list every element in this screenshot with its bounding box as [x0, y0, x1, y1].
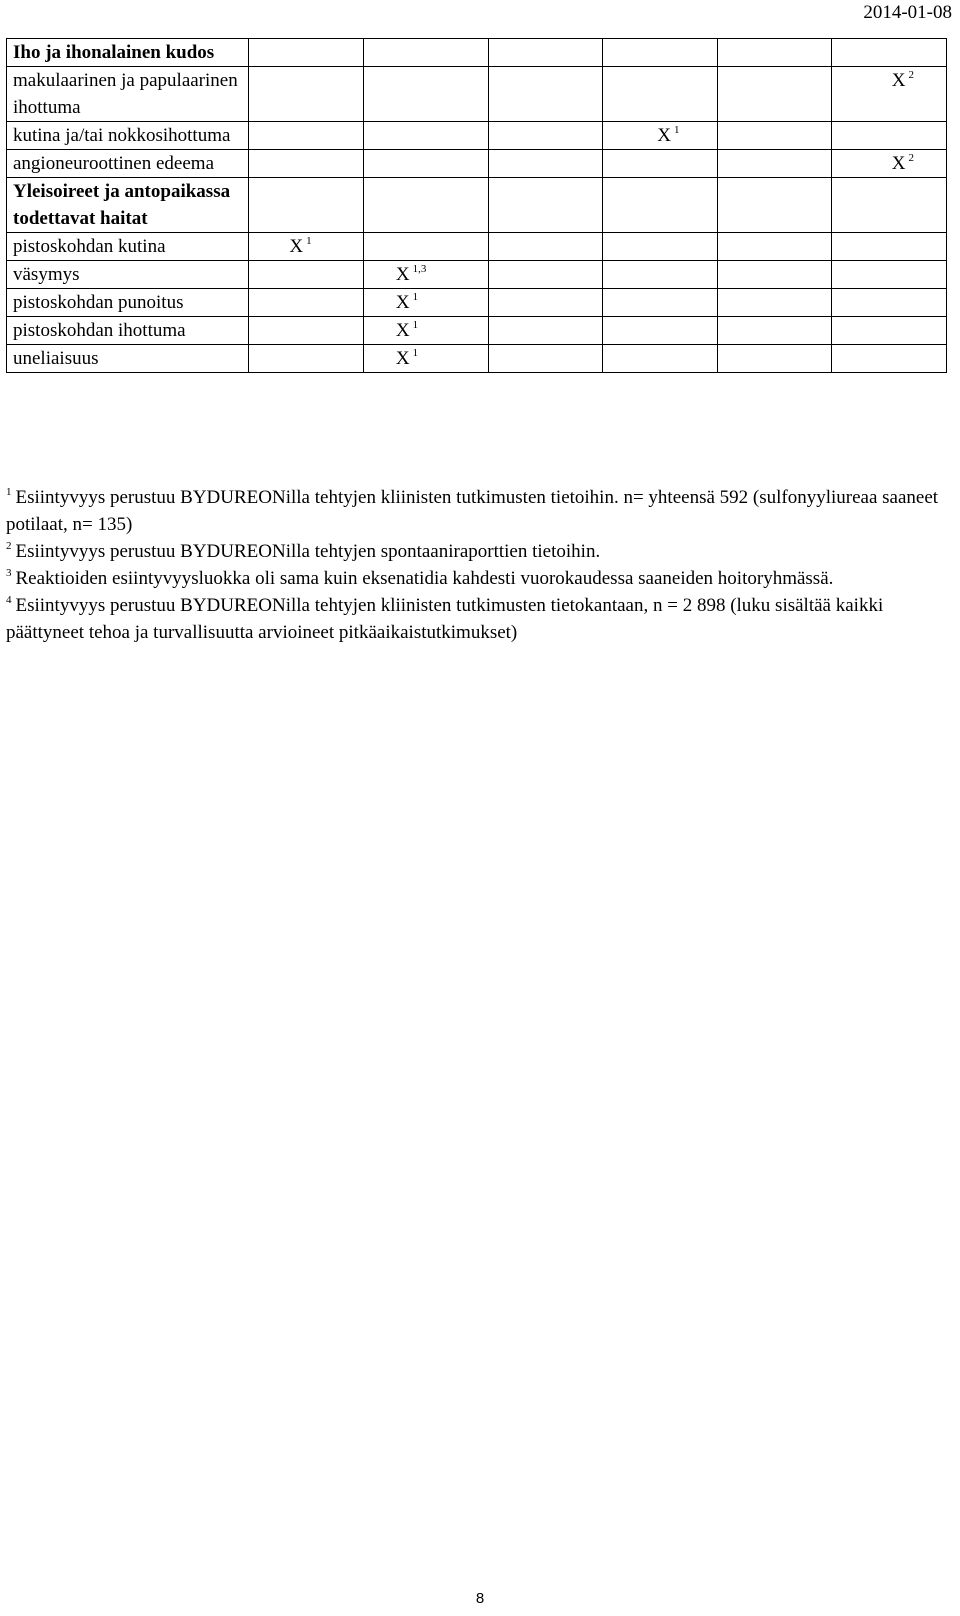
table-row [7, 261, 947, 289]
frequency-cell: X $^1$ [363, 345, 488, 373]
frequency-cell: X $^{1,3}$ [363, 261, 488, 289]
table-row [7, 39, 947, 67]
table-row [7, 178, 947, 233]
footnote: $^4$ Esiintyvyys perustuu BYDUREONilla tehtyjen kliinisten tutkimusten tietokantaan, n = 2 898 (luku sisältää kaikki päättyneet tehoa ja turvallisuutta arvioineet pitkäaikaistutkimukset) [6, 594, 884, 643]
section-heading: Iho ja ihonalainen kudos [7, 39, 249, 67]
frequency-cell: X $^1$ [363, 317, 488, 345]
table-row [7, 345, 947, 373]
table-row [7, 317, 947, 345]
table-row [7, 67, 947, 122]
frequency-cell: X $^1$ [363, 289, 488, 317]
row-label: kutina ja/tai nokkosihottuma [7, 122, 249, 150]
footnotes [6, 484, 954, 646]
footnote: $^1$ Esiintyvyys perustuu BYDUREONilla tehtyjen kliinisten tutkimusten tietoihin. n= yhteensä 592 (sulfonyyliureaa saaneet potilaat, n= 135) [6, 486, 939, 535]
table-row [7, 122, 947, 150]
header-date: 2014-01-08 [863, 2, 952, 23]
frequency-cell: X $^1$ [249, 233, 364, 261]
page-number: 8 [475, 1590, 485, 1607]
table-row [7, 233, 947, 261]
section-heading: Yleisoireet ja antopaikassa todettavat haitat [7, 178, 249, 233]
footnote: $^3$ Reaktioiden esiintyvyysluokka oli sama kuin eksenatidia kahdesti vuorokaudessa saaneiden hoitoryhmässä. [6, 567, 834, 589]
row-label: väsymys [7, 261, 249, 289]
row-label: pistoskohdan punoitus [7, 289, 249, 317]
row-label: pistoskohdan ihottuma [7, 317, 249, 345]
table-row [7, 289, 947, 317]
adverse-reactions-table [6, 38, 947, 373]
footnote: $^2$ Esiintyvyys perustuu BYDUREONilla tehtyjen spontaaniraporttien tietoihin. [6, 540, 601, 562]
frequency-cell: X $^1$ [603, 122, 718, 150]
row-label: pistoskohdan kutina [7, 233, 249, 261]
row-label: makulaarinen ja papulaarinen ihottuma [7, 67, 249, 122]
table-row [7, 150, 947, 178]
frequency-cell: X $^2$ [832, 67, 947, 122]
frequency-cell: X $^2$ [832, 150, 947, 178]
row-label: angioneuroottinen edeema [7, 150, 249, 178]
row-label: uneliaisuus [7, 345, 249, 373]
